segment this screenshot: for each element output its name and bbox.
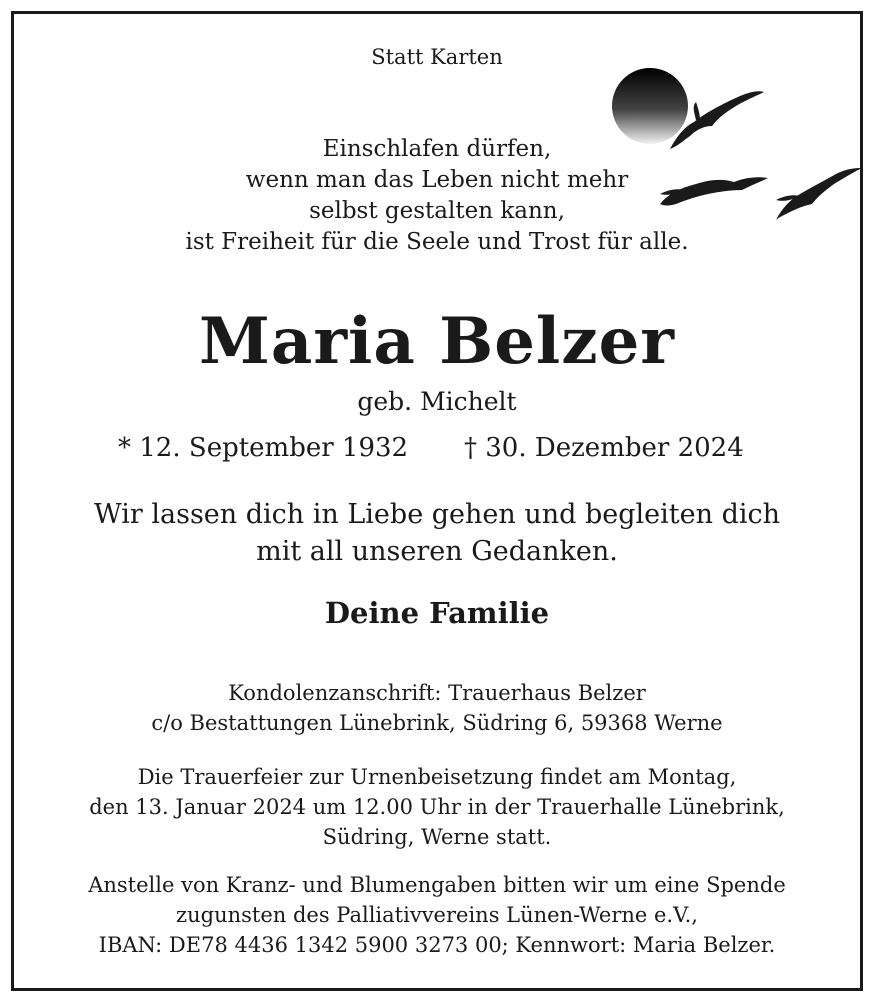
moon-icon — [612, 68, 688, 144]
condolence-address — [14, 678, 860, 738]
poem-line: ist Freiheit für die Seele und Trost für alle. — [185, 229, 689, 255]
donation-line: Anstelle von Kranz- und Blumengaben bitten wir um eine Spende — [88, 873, 786, 897]
poem-line: Einschlafen dürfen, — [322, 136, 552, 162]
farewell-message — [14, 496, 860, 570]
donation-request — [14, 870, 860, 960]
family-signature: Deine Familie — [324, 596, 550, 630]
donation-line: zugunsten des Palliativvereins Lünen-Werne e.V., — [176, 903, 698, 927]
birth-name: geb. Michelt — [357, 387, 517, 416]
deceased-name: Maria Belzer — [199, 304, 675, 379]
death-date: † 30. Dezember 2024 — [464, 433, 744, 463]
obituary-notice — [11, 11, 863, 991]
ceremony-info — [14, 762, 860, 852]
ceremony-line: Südring, Werne statt. — [322, 825, 552, 849]
ceremony-line: den 13. Januar 2024 um 12.00 Uhr in der Trauerhalle Lünebrink, — [89, 795, 785, 819]
poem — [14, 134, 860, 258]
condolence-line: c/o Bestattungen Lünebrink, Südring 6, 59368 Werne — [151, 711, 723, 735]
ceremony-line: Die Trauerfeier zur Urnenbeisetzung findet am Montag, — [137, 765, 737, 789]
poem-line: selbst gestalten kann, — [309, 198, 565, 224]
message-line: mit all unseren Gedanken. — [256, 536, 618, 567]
poem-line: wenn man das Leben nicht mehr — [245, 167, 629, 193]
message-line: Wir lassen dich in Liebe gehen und begleiten dich — [93, 499, 781, 530]
birth-date: * 12. September 1932 — [118, 433, 409, 463]
condolence-line: Kondolenzanschrift: Trauerhaus Belzer — [228, 681, 646, 705]
statt-karten-label: Statt Karten — [371, 45, 503, 69]
donation-line: IBAN: DE78 4436 1342 5900 3273 00; Kennwort: Maria Belzer. — [98, 933, 776, 957]
